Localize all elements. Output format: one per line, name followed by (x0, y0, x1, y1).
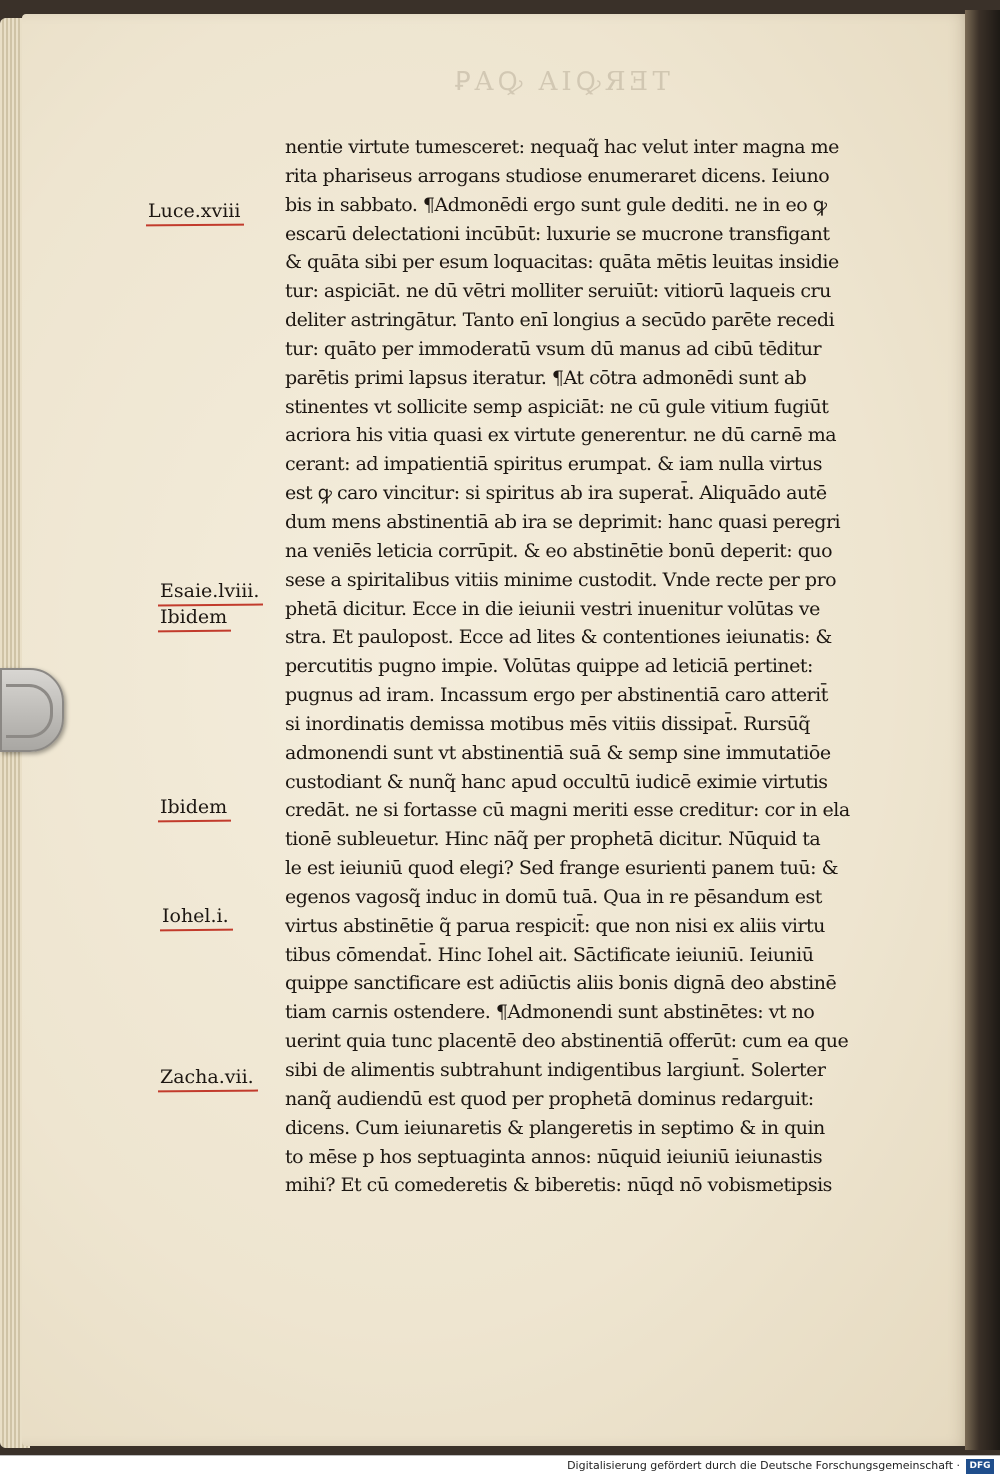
text-line: cerant: ad impatientiā spiritus erumpat. & iam nulla virtus (285, 453, 823, 476)
metal-clip (0, 668, 64, 752)
text-line: credāt. ne si fortasse cū magni meriti esse creditur: cor in ela (285, 799, 850, 822)
text-line: tiam carnis ostendere. ¶Admonendi sunt abstinētes: vt no (285, 1001, 815, 1024)
main-text-block (285, 133, 885, 1200)
footer-bar (0, 1455, 1000, 1478)
text-line: stinentes vt sollicite semp aspiciāt: ne cū gule vitium fugiūt (285, 395, 829, 418)
text-line: pugnus ad iram. Incassum ergo per abstinentiā caro atterit̄ (285, 684, 828, 707)
text-line: rita phariseus arrogans studiose enumeraret dicens. Ieiuno (285, 164, 830, 187)
text-line: mihi? Et cū comederetis & biberetis: nūqd nō vobismetipsis (285, 1174, 832, 1197)
dfg-logo: DFG (966, 1459, 994, 1474)
text-line: tibus cōmendat̄. Hinc Iohel ait. Sāctificate ieiuniū. Ieiuniū (285, 943, 814, 966)
text-line: to mēse p hos septuaginta annos: nūquid ieiuniū ieiunastis (285, 1145, 823, 1168)
text-line: tionē subleuetur. Hinc nāq̃ per prophetā dicitur. Nūquid ta (285, 828, 821, 851)
text-line: virtus abstinētie q̃ parua respicit̄: que non nisi ex aliis virtu (285, 914, 825, 937)
text-line: bis in sabbato. ¶Admonēdi ergo sunt gule dediti. ne in eo ꝙ (285, 193, 827, 216)
text-line: le est ieiuniū quod elegi? Sed frange esurienti panem tuū: & (285, 857, 839, 880)
book-gutter (965, 10, 1000, 1450)
footer-credit: Digitalisierung gefördert durch die Deutsche Forschungsgemeinschaft · (567, 1459, 960, 1472)
text-line: acriora his vitia quasi ex virtute generentur. ne dū carnē ma (285, 424, 837, 447)
text-line: nanq̃ audiendū est quod per prophetā dominus redarguit: (285, 1087, 814, 1110)
margin-note-iohel: Iohel.i. (162, 905, 229, 927)
text-line: tur: quāto per immoderatū vsum dū manus ad cibū tēditur (285, 337, 822, 360)
text-line: nentie virtute tumesceret: nequaq̃ hac velut inter magna me (285, 136, 839, 158)
text-line: escarū delectationi incūbūt: luxurie se mucrone transfigant (285, 222, 830, 245)
text-line: dum mens abstinentiā ab ira se deprimit: hanc quasi peregri (285, 510, 841, 533)
show-through: ꝐAꝘ AIꝘЯƎT (455, 67, 674, 97)
margin-note-ibidem-1: Ibidem (160, 606, 228, 628)
text-line: tur: aspiciāt. ne dū vētri molliter seruiūt: vitiorū laqueis cru (285, 280, 831, 303)
text-line: na veniēs leticia corrūpit. & eo abstinētie bonū deperit: quo (285, 539, 833, 562)
text-line: est ꝙ caro vincitur: si spiritus ab ira superat̄. Aliquādo autē (285, 482, 827, 505)
text-line: egenos vagosq̃ induc in domū tuā. Qua in re pēsandum est (285, 885, 822, 908)
text-line: sese a spiritalibus vitiis minime custodit. Vnde recte per pro (285, 568, 837, 591)
text-line: stra. Et paulopost. Ecce ad lites & contentiones ieiunatis: & (285, 626, 832, 649)
text-line: custodiant & nunq̃ hanc apud occultū iudicē eximie virtutis (285, 770, 828, 793)
text-line: quippe sanctificare est adiūctis aliis bonis dignā deo abstinē (285, 972, 837, 995)
text-line: parētis primi lapsus iteratur. ¶At cōtra admonēdi sunt ab (285, 366, 807, 389)
margin-note-luce: Luce.xviii (148, 200, 241, 222)
text-line: uerint quia tunc placentē deo abstinentiā offerūt: cum ea que (285, 1030, 849, 1053)
margin-note-ibidem-2: Ibidem (160, 796, 228, 818)
margin-note-esaie: Esaie.lviii. (160, 580, 260, 602)
text-line: dicens. Cum ieiunaretis & plangeretis in septimo & in quin (285, 1116, 825, 1139)
text-line: sibi de alimentis subtrahunt indigentibus largiunt̄. Solerter (285, 1059, 826, 1081)
text-line: phetā dicitur. Ecce in die ieiunii vestri inuenitur volūtas ve (285, 597, 820, 620)
text-line: & quāta sibi per esum loquacitas: quāta mētis leuitas insidie (285, 251, 839, 274)
text-line: percutitis pugno impie. Volūtas quippe ad leticiā pertinet: (285, 655, 813, 678)
text-line: admonendi sunt vt abstinentiā suā & semp sine immutatiōe (285, 741, 831, 764)
text-line: si inordinatis demissa motibus mēs vitiis dissipat̄. Rursūq̃ (285, 712, 810, 735)
text-line: deliter astringātur. Tanto enī longius a secūdo parēte recedi (285, 309, 835, 332)
margin-note-zacha: Zacha.vii. (160, 1066, 254, 1088)
